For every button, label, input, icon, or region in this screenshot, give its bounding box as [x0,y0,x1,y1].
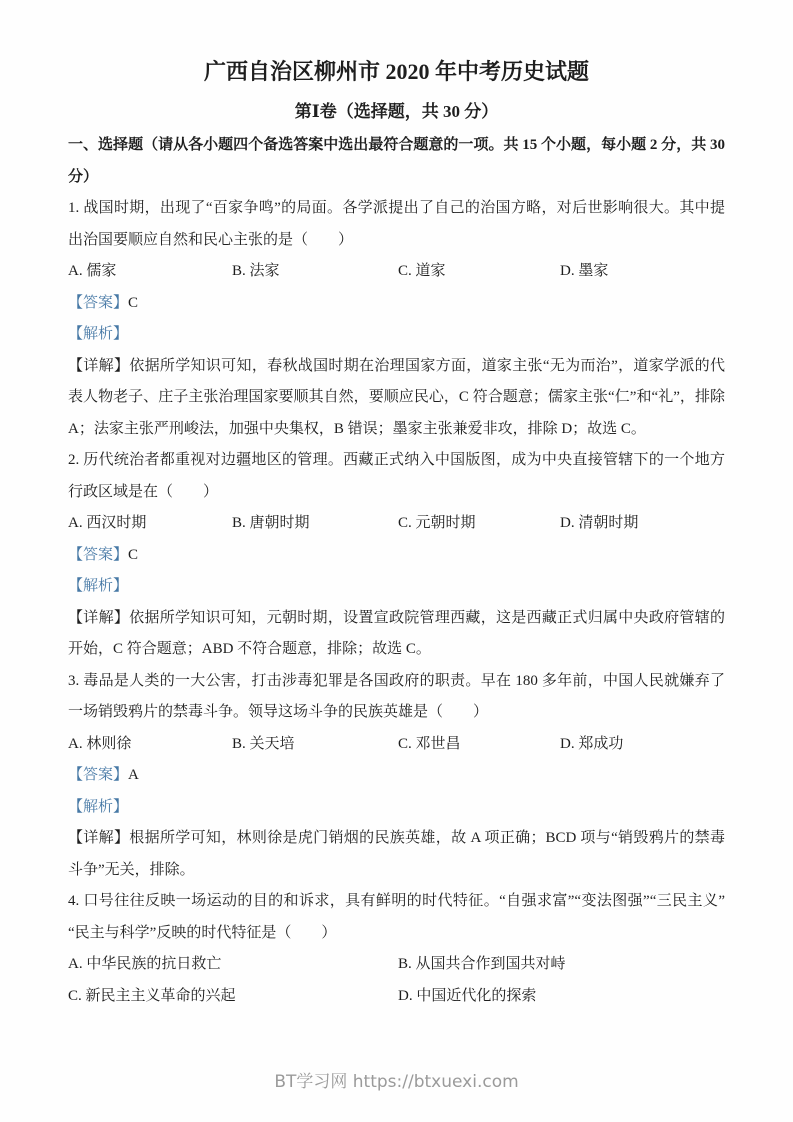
question-1 [68,193,725,445]
answer-label: 【答案】 [68,546,129,563]
question-1-detail-text: 依据所学知识可知，春秋战国时期在治理国家方面，道家主张“无为而治”，道家学派的代表人物老子、庄子主张治理国家要顺其自然，要顺应民心，C 符合题意；儒家主张“仁”和“礼”，排除 A；法家主张严刑峻法，加强中央集权，B 错误；墨家主张兼爱非攻，排除 D；故选 C。 [68,357,725,437]
question-4-stem: 4. 口号往往反映一场运动的目的和诉求，具有鲜明的时代特征。“自强求富”“变法图强”“三民主义”“民主与科学”反映的时代特征是（ ） [68,893,725,941]
question-1-answer-line [68,288,725,320]
question-1-option-a: A. 儒家 [68,263,117,279]
question-1-answer-value: C [128,294,139,311]
question-3-detail [68,823,725,886]
question-1-option-c: C. 道家 [398,263,446,279]
question-4-option-c: C. 新民主主义革命的兴起 [68,987,236,1004]
answer-label: 【答案】 [68,767,129,783]
question-1-options [68,256,725,288]
question-2-options [68,508,725,540]
question-3-option-a: A. 林则徐 [68,735,132,752]
detail-label: 【详解】 [68,609,130,626]
question-3-analysis-label: 【解析】 [68,798,129,815]
question-4-option-b: B. 从国共合作到国共对峙 [398,956,566,972]
question-3-option-b: B. 关天培 [232,735,295,752]
question-3-options [68,729,725,761]
detail-label: 【详解】 [68,357,130,374]
question-1-analysis-label: 【解析】 [68,326,129,342]
question-2-analysis-label: 【解析】 [68,578,129,594]
section-header: 一、选择题（请从各小题四个备选答案中选出最符合题意的一项。共 15 个小题，每小题 2 分，共 30 分） [68,137,725,185]
question-2-answer-line [68,540,725,572]
question-2-detail [68,603,725,666]
question-4 [68,886,725,1012]
question-2 [68,445,725,666]
question-2-option-b: B. 唐朝时期 [232,515,310,531]
question-1-option-d: D. 墨家 [560,263,609,279]
question-2-answer-value: C [128,546,139,563]
detail-label: 【详解】 [68,830,130,846]
question-2-option-d: D. 清朝时期 [560,515,639,531]
question-3-detail-text: 根据所学可知，林则徐是虎门销烟的民族英雄，故 A 项正确；BCD 项与“销毁鸦片的禁毒斗争”无关，排除。 [68,830,725,878]
question-4-option-d: D. 中国近代化的探索 [398,987,537,1004]
question-2-option-a: A. 西汉时期 [68,515,147,531]
question-3-answer-value: A [128,767,139,783]
question-3 [68,666,725,887]
question-4-options [68,949,725,1012]
question-1-stem: 1. 战国时期，出现了“百家争鸣”的局面。各学派提出了自己的治国方略，对后世影响很大。其中提出治国要顺应自然和民心主张的是（ ） [68,200,725,248]
question-2-detail-text: 依据所学知识可知，元朝时期，设置宣政院管理西藏，这是西藏正式归属中央政府管辖的开始，C 符合题意；ABD 不符合题意，排除；故选 C。 [68,609,725,657]
question-2-stem: 2. 历代统治者都重视对边疆地区的管理。西藏正式纳入中国版图，成为中央直接管辖下的一个地方行政区域是在（ ） [68,452,725,500]
question-3-answer-line [68,760,725,792]
page-subtitle: 第Ⅰ卷（选择题，共 30 分） [294,102,499,121]
question-4-option-a: A. 中华民族的抗日救亡 [68,956,222,972]
watermark-footer: BT学习网 https://btxuexi.com [274,1072,519,1092]
answer-label: 【答案】 [68,294,129,311]
question-3-option-d: D. 郑成功 [560,735,624,752]
question-1-detail [68,351,725,446]
question-2-option-c: C. 元朝时期 [398,515,476,531]
question-1-option-b: B. 法家 [232,263,280,279]
question-3-option-c: C. 邓世昌 [398,735,461,752]
question-3-stem: 3. 毒品是人类的一大公害，打击涉毒犯罪是各国政府的职责。早在 180 多年前，中国人民就嫌弃了一场销毁鸦片的禁毒斗争。领导这场斗争的民族英雄是（ ） [68,672,725,720]
page-title: 广西自治区柳州市 2020 年中考历史试题 [203,59,589,84]
